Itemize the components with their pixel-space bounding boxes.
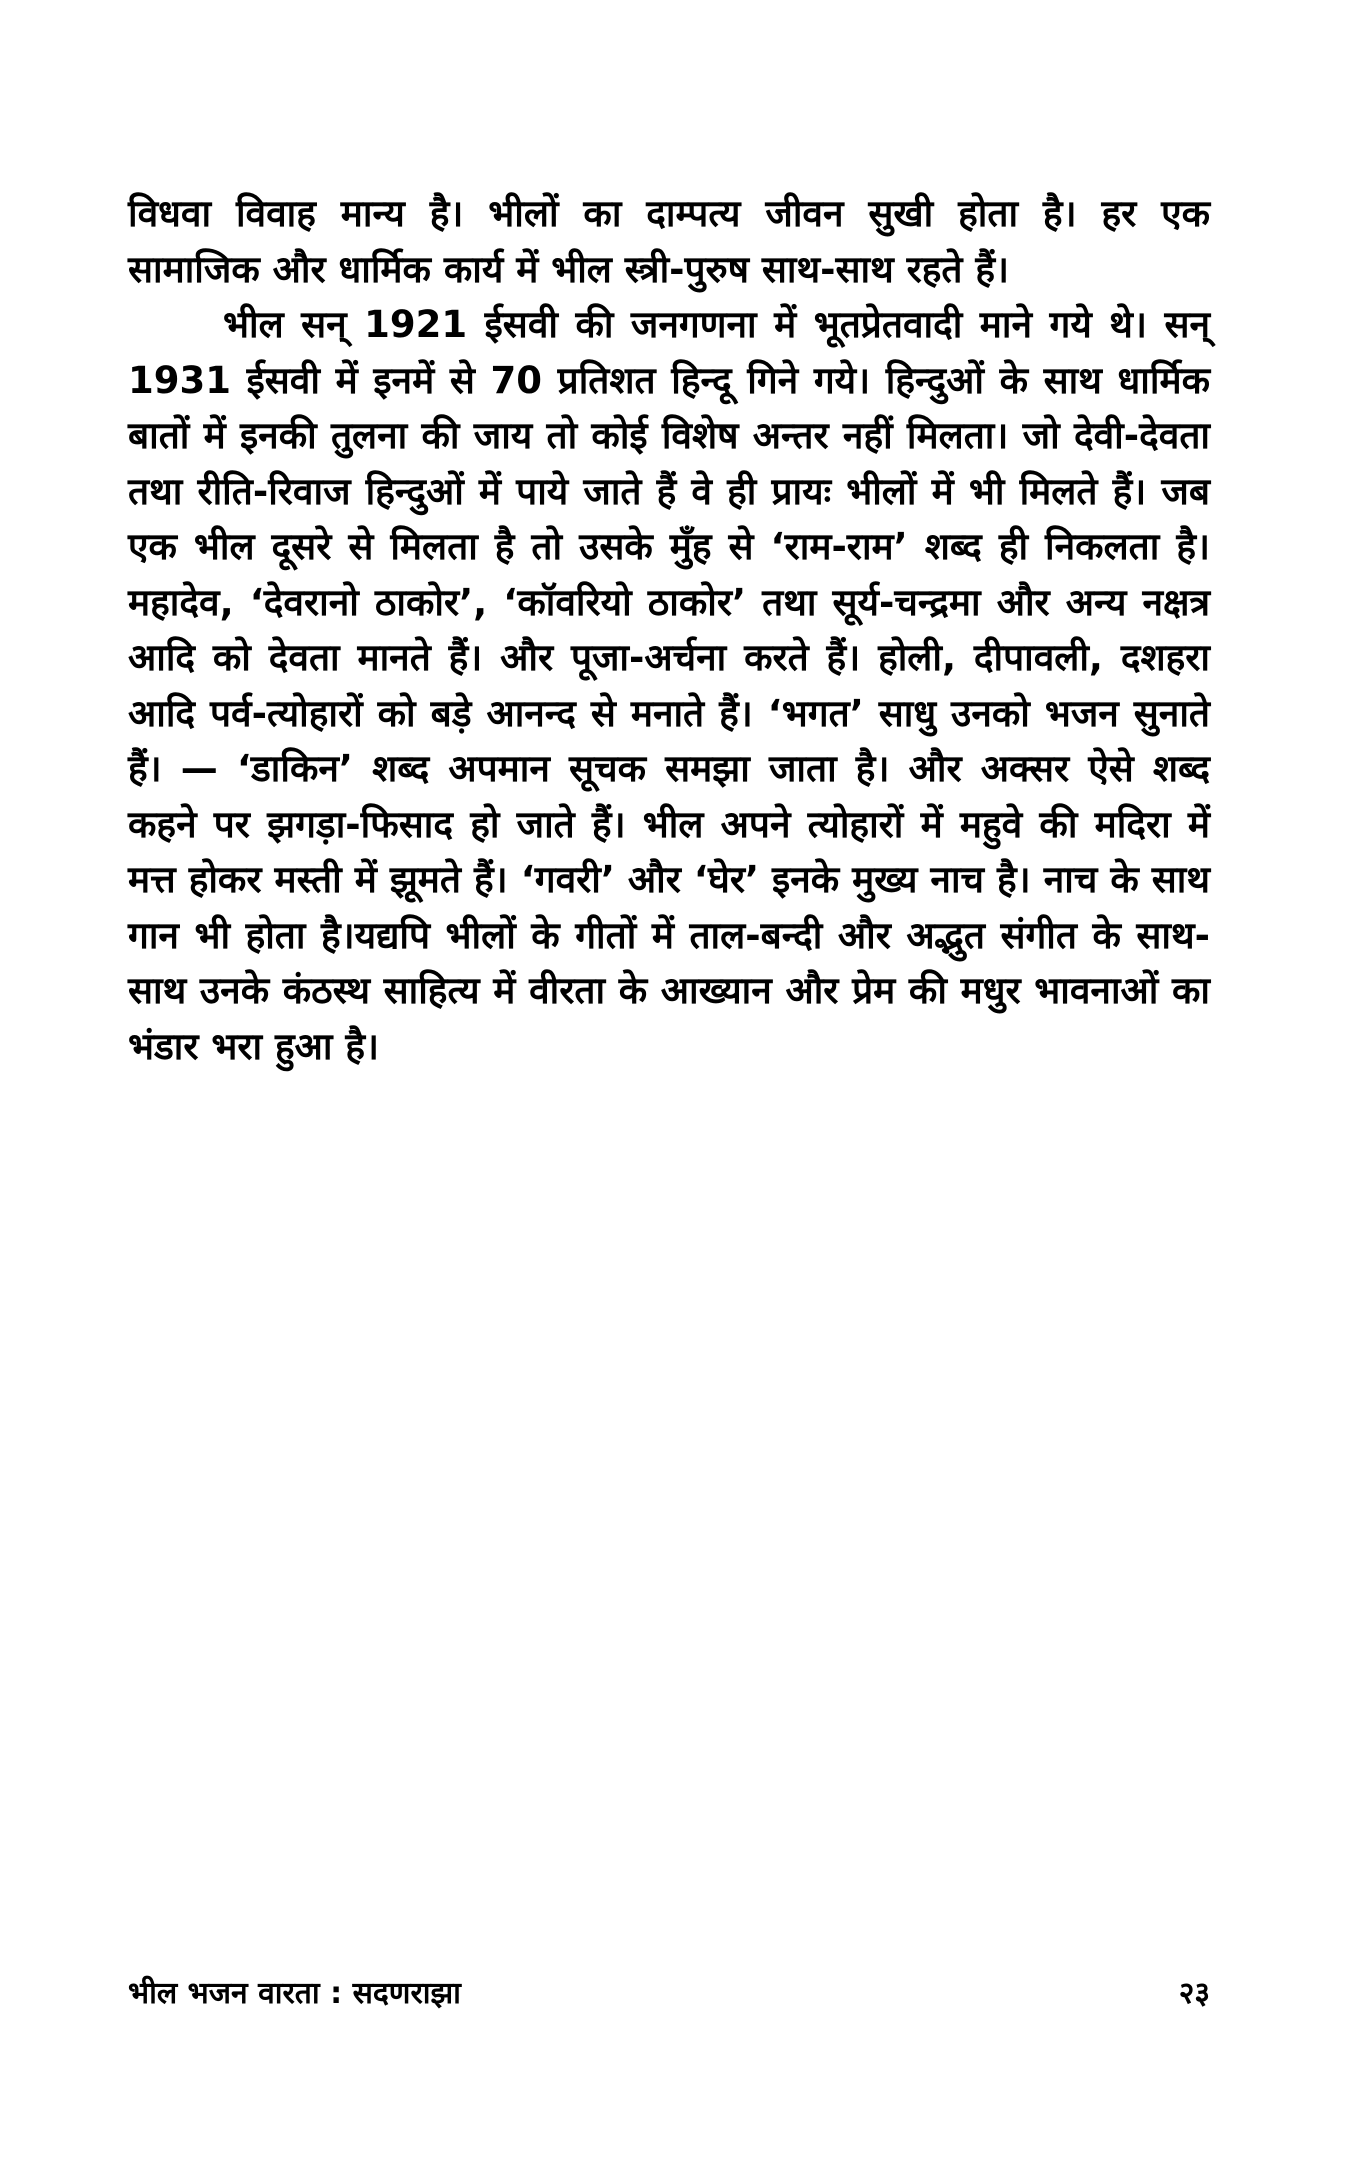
paragraph-1: विधवा विवाह मान्य है। भीलों का दाम्पत्य जीवन सुखी होता है। हर एक सामाजिक और धार्मिक कार्य में भील स्त्री-पुरुष साथ-साथ रहते हैं। [128,192,1210,291]
page-footer [128,1972,1210,2016]
footer-book-title: भील भजन वारता : सदणराझा [128,1976,461,2011]
paragraph-2: भील सन् 1921 ईसवी की जनगणना में भूतप्रेतवादी माने गये थे। सन् 1931 ईसवी में इनमें से 70 प्रतिशत हिन्दू गिने गये। हिन्दुओं के साथ धार्मिक बातों में इनकी तुलना की जाय तो कोई विशेष अन्तर नहीं मिलता। जो देवी-देवता तथा रीति-रिवाज हिन्दुओं में पाये जाते हैं वे ही प्रायः भीलों में भी मिलते हैं। जब एक भील दूसरे से मिलता है तो उसके मुँह से ‘राम-राम’ शब्द ही निकलता है। महादेव, ‘देवरानो ठाकोर’, ‘कॉवरियो ठाकोर’ तथा सूर्य-चन्द्रमा और अन्य नक्षत्र आदि को देवता मानते हैं। और पूजा-अर्चना करते हैं। होली, दीपावली, दशहरा आदि पर्व-त्योहारों को बड़े आनन्द से मनाते हैं। ‘भगत’ साधु उनको भजन सुनाते हैं। — ‘डाकिन’ शब्द अपमान सूचक समझा जाता है। और अक्सर ऐसे शब्द कहने पर झगड़ा-फिसाद हो जाते हैं। भील अपने त्योहारों में महुवे की मदिरा में मत्त होकर मस्ती में झूमते हैं। ‘गवरी’ और ‘घेर’ इनके मुख्य नाच है। नाच के साथ गान भी होता है।यद्यपि भीलों के गीतों में ताल-बन्दी और अद्भुत संगीत के साथ-साथ उनके कंठस्थ साहित्य में वीरता के आख्यान और प्रेम की मधुर भावनाओं का भंडार भरा हुआ है। [128,303,1210,1068]
page-number: २३ [1178,1976,1210,2011]
body-text [128,186,1210,1074]
